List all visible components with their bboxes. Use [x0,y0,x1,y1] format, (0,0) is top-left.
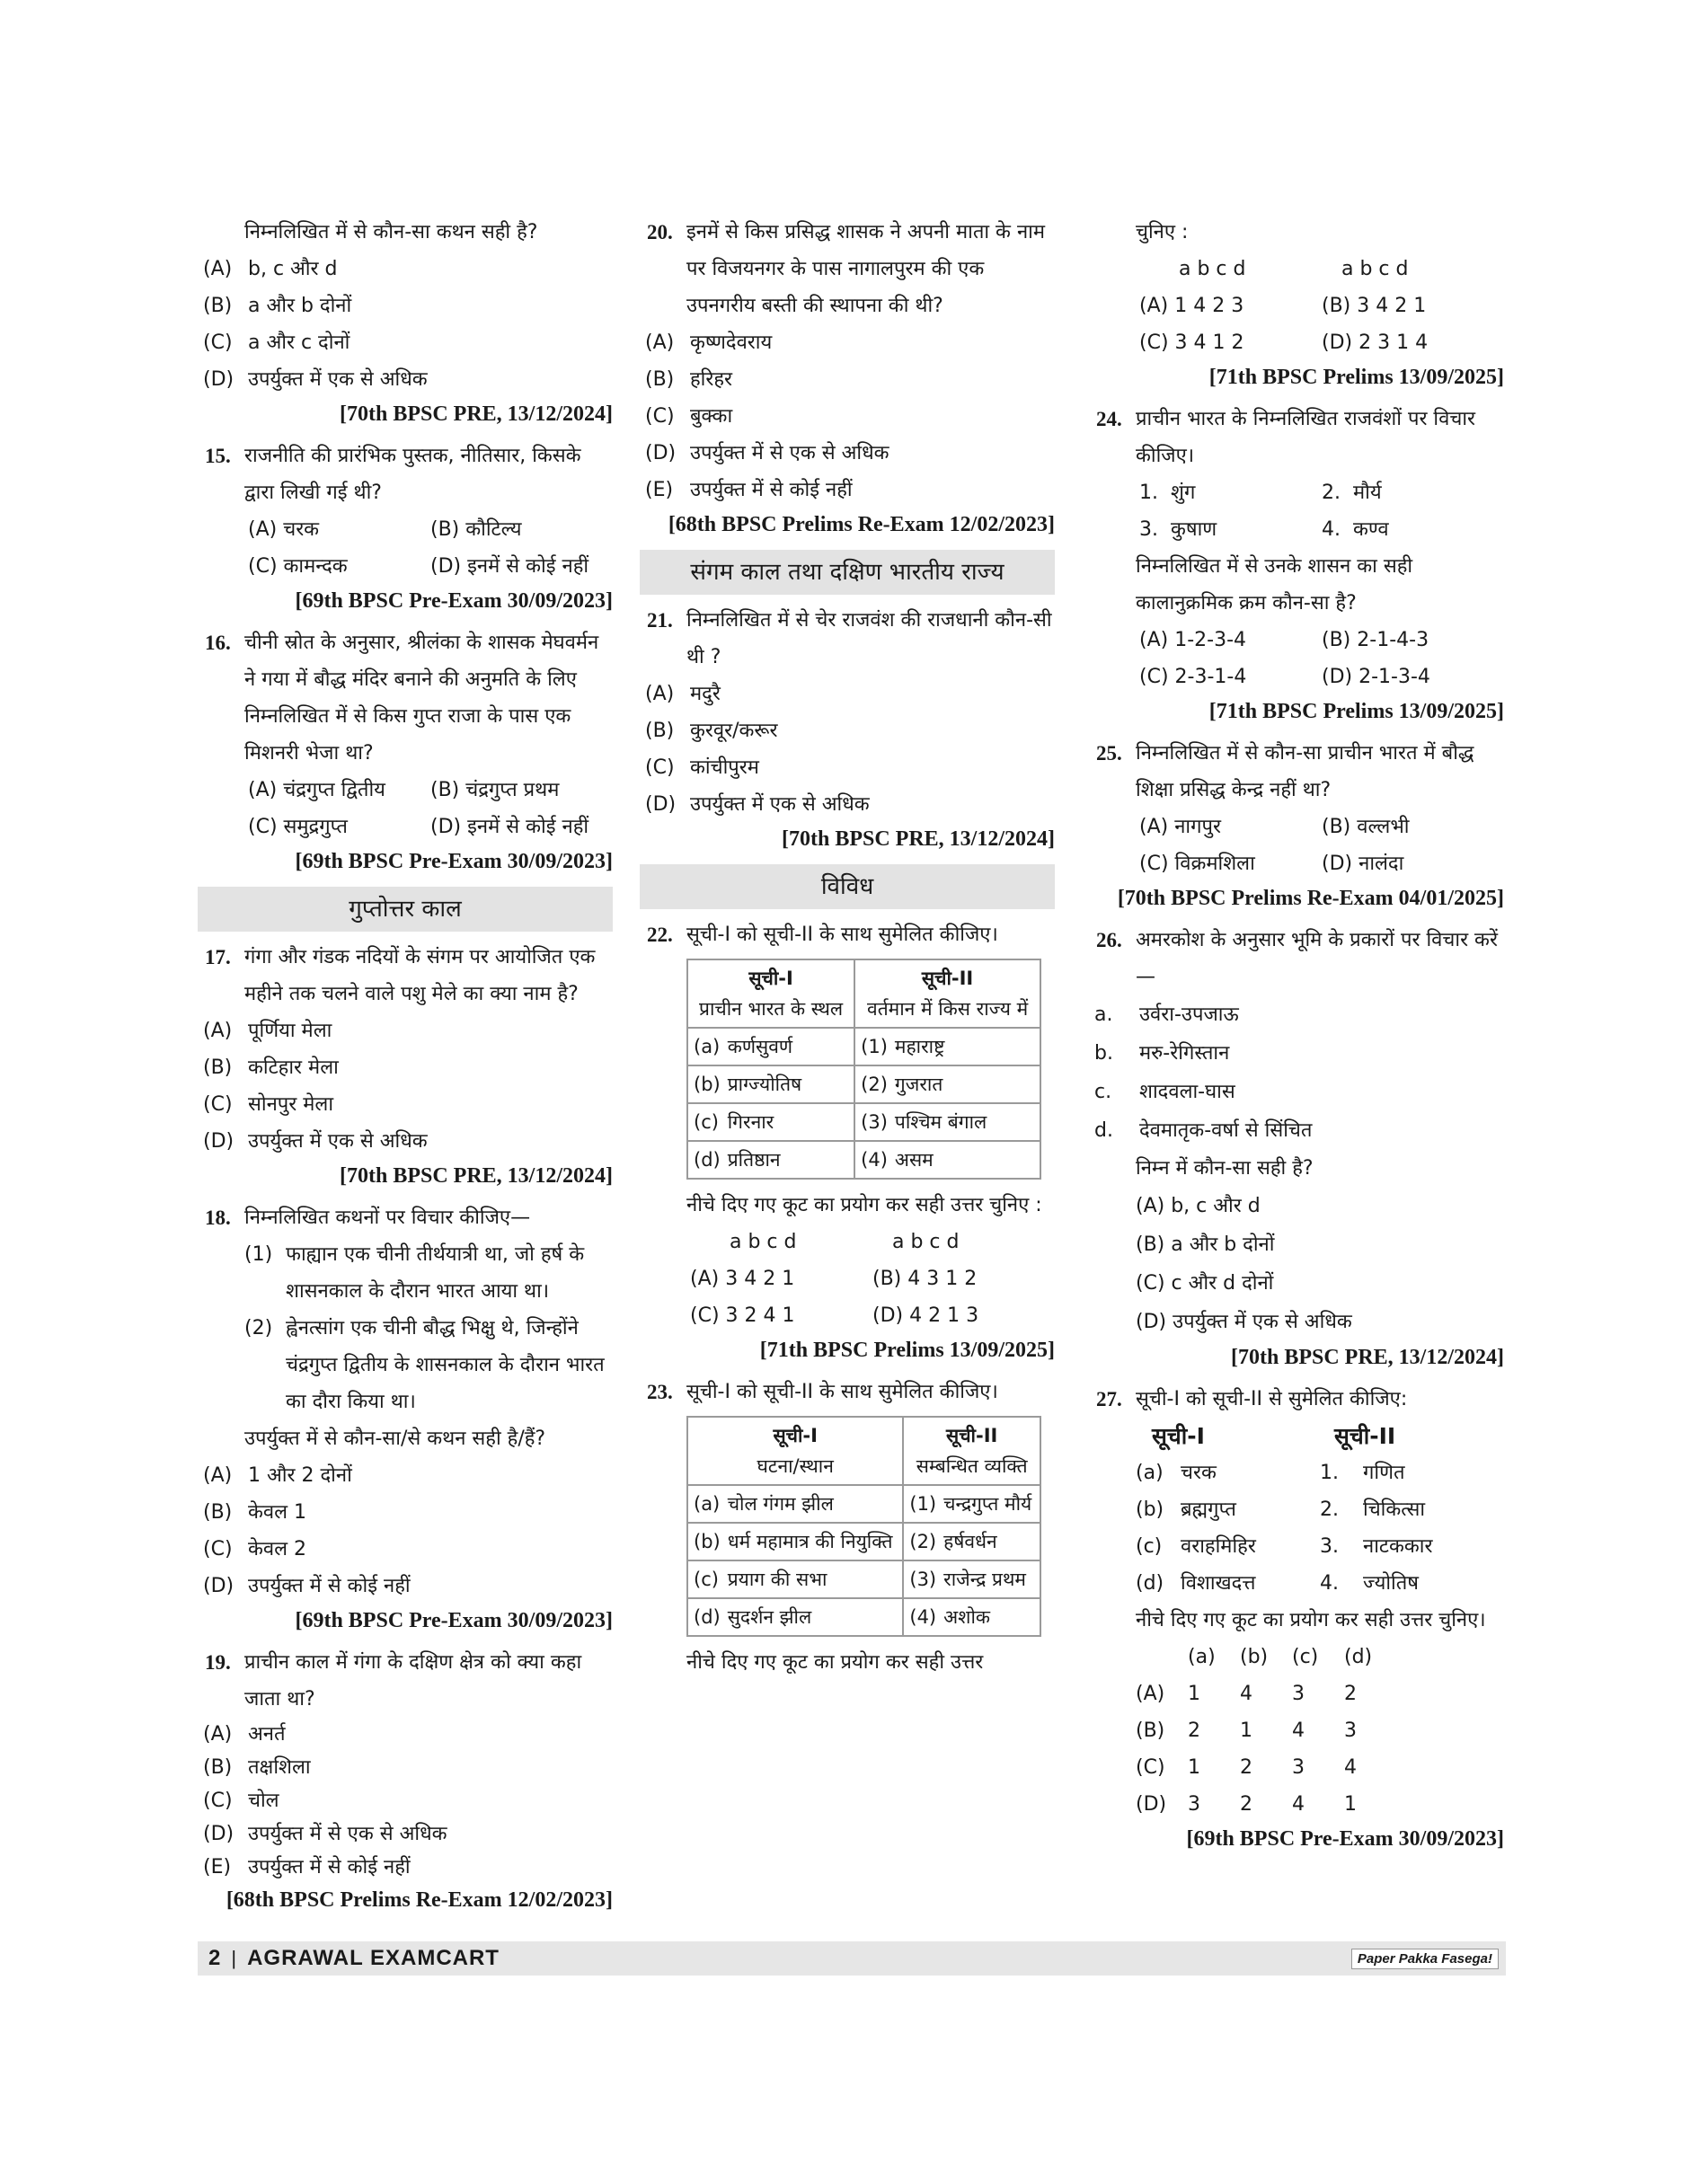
option: (C) चोल [203,1790,279,1812]
list-item: a. उर्वरा-उपजाऊ [1094,1003,1239,1026]
question-17 [198,939,613,1012]
list-row: 3. कुषाण 4. कण्व [1139,518,1389,541]
option: (A) पूर्णिया मेला [203,1020,332,1042]
option: (B) a और b दोनों [1136,1233,1275,1256]
question-number: 27. [1096,1388,1122,1410]
question-25 [1089,735,1504,809]
question-20 [640,214,1055,324]
question-21 [640,602,1055,676]
table-header: सूची-I घटना/स्थान [687,1417,903,1485]
table-row: (d) सुदर्शन झील (4) अशोक [687,1598,1040,1636]
option: (C) सोनपुर मेला [203,1093,334,1116]
question-23 [640,1374,1055,1410]
question-number: 25. [1096,742,1122,765]
column-2 [640,214,1055,1681]
option: (B) कुरवूर/करूर [645,720,778,742]
question-text: प्राचीन काल में गंगा के दक्षिण क्षेत्र को क्या कहा जाता था? [244,1651,582,1711]
option: (A) b, c और d [1136,1195,1261,1217]
list-item: c. शादवला-घास [1094,1081,1235,1103]
option-row: (C) विक्रमशिला (D) नालंदा [1139,853,1404,875]
table-row: (c) वराहमिहिर 3. नाटककार [1136,1535,1433,1558]
exam-reference: [68th BPSC Prelims Re-Exam 12/02/2023] [226,1888,613,1912]
question-number: 23. [647,1381,673,1403]
match-table [686,959,1041,1180]
option-row: (A) चरक (B) कौटिल्य [248,518,522,541]
option: (D) उपर्युक्त में से एक से अधिक [645,442,889,464]
instruction: नीचे दिए गए कूट का प्रयोग कर सही उत्तर [686,1651,984,1674]
table-row: (d) विशाखदत्त 4. ज्योतिष [1136,1572,1419,1595]
exam-reference: [69th BPSC Pre-Exam 30/09/2023] [295,1609,613,1632]
question-18 [198,1199,613,1236]
option: (B) हरिहर [645,368,733,391]
option: (C) कांचीपुरम [645,756,759,779]
option-row: (C) कामन्दक (D) इनमें से कोई नहीं [248,555,589,578]
exam-reference: [70th BPSC Prelims Re-Exam 04/01/2025] [1117,887,1504,910]
option: (B) कटिहार मेला [203,1056,339,1079]
question-19 [198,1644,613,1718]
question-text: अमरकोश के अनुसार भूमि के प्रकारों पर विचार करें— [1136,929,1498,988]
question-number: 19. [205,1651,231,1674]
table-row: (b) धर्म महामात्र की नियुक्ति (2) हर्षवर्धन [687,1523,1040,1560]
question-number: 17. [205,946,231,968]
intro-question: निम्नलिखित में से कौन-सा कथन सही है? [244,221,538,243]
exam-reference: [69th BPSC Pre-Exam 30/09/2023] [295,850,613,873]
table-row: (a) कर्णसुवर्ण (1) महाराष्ट्र [687,1028,1040,1065]
option-row: (C) 3 2 4 1 (D) 4 2 1 3 [690,1304,979,1327]
exam-reference: [69th BPSC Pre-Exam 30/09/2023] [295,589,613,613]
question-prompt: उपर्युक्त में से कौन-सा/से कथन सही है/हैं? [244,1428,546,1450]
option: (C) c और d दोनों [1136,1272,1274,1295]
exam-reference: [70th BPSC PRE, 13/12/2024] [339,1164,613,1188]
question-number: 18. [205,1207,231,1229]
option: (A) 1 और 2 दोनों [203,1464,352,1487]
option: (A) कृष्णदेवराय [645,332,773,354]
table-header: सूची-II वर्तमान में किस राज्य में [854,959,1040,1028]
table-row: (c) प्रयाग की सभा (3) राजेन्द्र प्रथम [687,1560,1040,1598]
option: (C) केवल 2 [203,1538,307,1560]
option-row: (A) 1-2-3-4 (B) 2-1-4-3 [1139,629,1429,651]
exam-reference: [69th BPSC Pre-Exam 30/09/2023] [1186,1827,1504,1851]
question-number: 15. [205,445,231,467]
list-item: b. मरु-रेगिस्तान [1094,1042,1230,1065]
table-row: (c) गिरनार (3) पश्चिम बंगाल [687,1103,1040,1141]
list-item: d. देवमातृक-वर्षा से सिंचित [1094,1119,1313,1142]
question-text: निम्नलिखित में से कौन-सा प्राचीन भारत में बौद्ध शिक्षा प्रसिद्ध केन्द्र नहीं था? [1136,742,1474,801]
exam-reference: [70th BPSC PRE, 13/12/2024] [339,402,613,426]
question-text: चीनी स्रोत के अनुसार, श्रीलंका के शासक मेघवर्मन ने गया में बौद्ध मंदिर बनाने की अनुमति के लिए निम्नलिखित में से किस गुप्त राजा के पास एक मिशनरी भेजा था? [244,632,599,765]
tagline-badge: Paper Pakka Fasega! [1351,1949,1499,1969]
exam-reference: [71th BPSC Prelims 13/09/2025] [1208,700,1504,723]
question-26 [1089,922,1504,995]
exam-reference: [70th BPSC PRE, 13/12/2024] [781,827,1055,851]
option: (A) मदुरै [645,683,721,705]
question-prompt: निम्नलिखित में से उनके शासन का सही कालानुक्रमिक क्रम कौन-सा है? [1136,555,1413,614]
code-header: a b c d a b c d [1179,258,1409,280]
match-table [686,1416,1041,1637]
question-number: 26. [1096,929,1122,951]
option: (B) तक्षशिला [203,1756,311,1779]
question-text: प्राचीन भारत के निम्नलिखित राजवंशों पर विचार कीजिए। [1136,408,1476,467]
statement: (2) ह्वेनत्सांग एक चीनी बौद्ध भिक्षु थे, जिन्होंने चंद्रगुप्त द्वितीय के शासनकाल के दौरान भारत का दौरा किया था। [244,1317,605,1413]
option: (B) a और b दोनों [203,295,352,317]
question-prompt: निम्न में कौन-सा सही है? [1136,1157,1314,1180]
table-header: सूची-II सम्बन्धित व्यक्ति [903,1417,1040,1485]
instruction: नीचे दिए गए कूट का प्रयोग कर सही उत्तर चुनिए। [1136,1609,1486,1631]
question-text: सूची-I को सूची-II से सुमेलित कीजिए: [1136,1388,1408,1410]
question-text: सूची-I को सूची-II के साथ सुमेलित कीजिए। [686,924,998,946]
table-row: (a) चोल गंगम झील (1) चन्द्रगुप्त मौर्य [687,1485,1040,1523]
option-row: (A) चंद्रगुप्त द्वितीय (B) चंद्रगुप्त प्रथम [248,779,560,801]
question-number: 16. [205,632,231,654]
instruction: नीचे दिए गए कूट का प्रयोग कर सही उत्तर चुनिए : [686,1194,1042,1216]
option: (D) उपर्युक्त में एक से अधिक [1136,1311,1352,1333]
option: (C) बुक्का [645,405,733,428]
option-row: (C) 3 4 1 2 (D) 2 3 1 4 [1139,332,1429,354]
option: (E) उपर्युक्त में से कोई नहीं [203,1856,411,1879]
question-15 [198,438,613,511]
question-text: निम्नलिखित में से चेर राजवंश की राजधानी कौन-सी थी ? [686,609,1052,668]
exam-reference: [71th BPSC Prelims 13/09/2025] [1208,366,1504,389]
option: (D) उपर्युक्त में एक से अधिक [645,793,870,816]
instruction-continued: चुनिए : [1136,221,1189,243]
code-header: a b c d a b c d [730,1231,960,1253]
option: (B) केवल 1 [203,1501,307,1524]
footer-separator: | [231,1947,237,1969]
table-row: (b) प्राग्ज्योतिष (2) गुजरात [687,1065,1040,1103]
table-header: सूची-I प्राचीन भारत के स्थल [687,959,854,1028]
section-heading: विविध [640,864,1055,909]
table-row: (d) प्रतिष्ठान (4) असम [687,1141,1040,1179]
option: (D) उपर्युक्त में एक से अधिक [203,368,428,391]
option: (E) उपर्युक्त में से कोई नहीं [645,479,853,501]
question-number: 22. [647,924,673,946]
option-row: (A) 1 4 2 3 (B) 3 4 2 1 [1139,295,1427,317]
code-row: (B) 2 1 4 3 [1136,1719,1357,1742]
section-heading: गुप्तोत्तर काल [198,887,613,932]
question-text: सूची-I को सूची-II के साथ सुमेलित कीजिए। [686,1381,998,1403]
option: (A) b, c और d [203,258,338,280]
question-24 [1089,401,1504,474]
question-16 [198,624,613,772]
question-number: 20. [647,221,673,243]
section-heading: संगम काल तथा दक्षिण भारतीय राज्य [640,550,1055,595]
column-3 [1089,214,1504,1862]
option: (D) उपर्युक्त में से कोई नहीं [203,1575,411,1597]
option: (D) उपर्युक्त में एक से अधिक [203,1130,428,1153]
option-row: (C) समुद्रगुप्त (D) इनमें से कोई नहीं [248,816,589,838]
option-row: (A) नागपुर (B) वल्लभी [1139,816,1410,838]
statement: (1) फाह्यान एक चीनी तीर्थयात्री था, जो हर्ष के शासनकाल के दौरान भारत आया था। [244,1243,585,1303]
table-row: (b) ब्रह्मगुप्त 2. चिकित्सा [1136,1498,1426,1521]
code-header: (a) (b) (c) (d) [1188,1646,1373,1668]
column-1 [198,214,613,1923]
exam-reference: [71th BPSC Prelims 13/09/2025] [759,1339,1055,1362]
code-row: (D) 3 2 4 1 [1136,1793,1357,1816]
exam-reference: [70th BPSC PRE, 13/12/2024] [1230,1346,1504,1369]
option: (A) अनर्त [203,1723,286,1746]
question-number: 24. [1096,408,1122,430]
code-row: (A) 1 4 3 2 [1136,1683,1357,1705]
code-row: (C) 1 2 3 4 [1136,1756,1357,1779]
option-row: (A) 3 4 2 1 (B) 4 3 1 2 [690,1268,978,1290]
table-row: (a) चरक 1. गणित [1136,1462,1405,1484]
option-row: (C) 2-3-1-4 (D) 2-1-3-4 [1139,666,1430,688]
question-text: इनमें से किस प्रसिद्ध शासक ने अपनी माता के नाम पर विजयनगर के पास नागालपुरम की एक उपनगरीय बस्ती की स्थापना की थी? [686,221,1046,317]
question-27 [1089,1381,1504,1418]
question-text: निम्नलिखित कथनों पर विचार कीजिए— [244,1207,531,1229]
page-footer [198,1941,1506,1976]
option: (C) a और c दोनों [203,332,350,354]
option: (D) उपर्युक्त में से एक से अधिक [203,1823,447,1845]
list-headers: सूची-I सूची-II [1152,1423,1396,1449]
question-text: गंगा और गंडक नदियों के संगम पर आयोजित एक महीने तक चलने वाले पशु मेले का क्या नाम है? [244,946,596,1005]
exam-reference: [68th BPSC Prelims Re-Exam 12/02/2023] [668,513,1055,536]
brand-logo: AGRAWAL EXAMCART [247,1946,500,1970]
question-text: राजनीति की प्रारंभिक पुस्तक, नीतिसार, किसके द्वारा लिखी गई थी? [244,445,581,504]
question-number: 21. [647,609,673,632]
page-number: 2 [208,1946,221,1970]
question-22 [640,916,1055,953]
list-row: 1. शुंग 2. मौर्य [1139,482,1382,504]
